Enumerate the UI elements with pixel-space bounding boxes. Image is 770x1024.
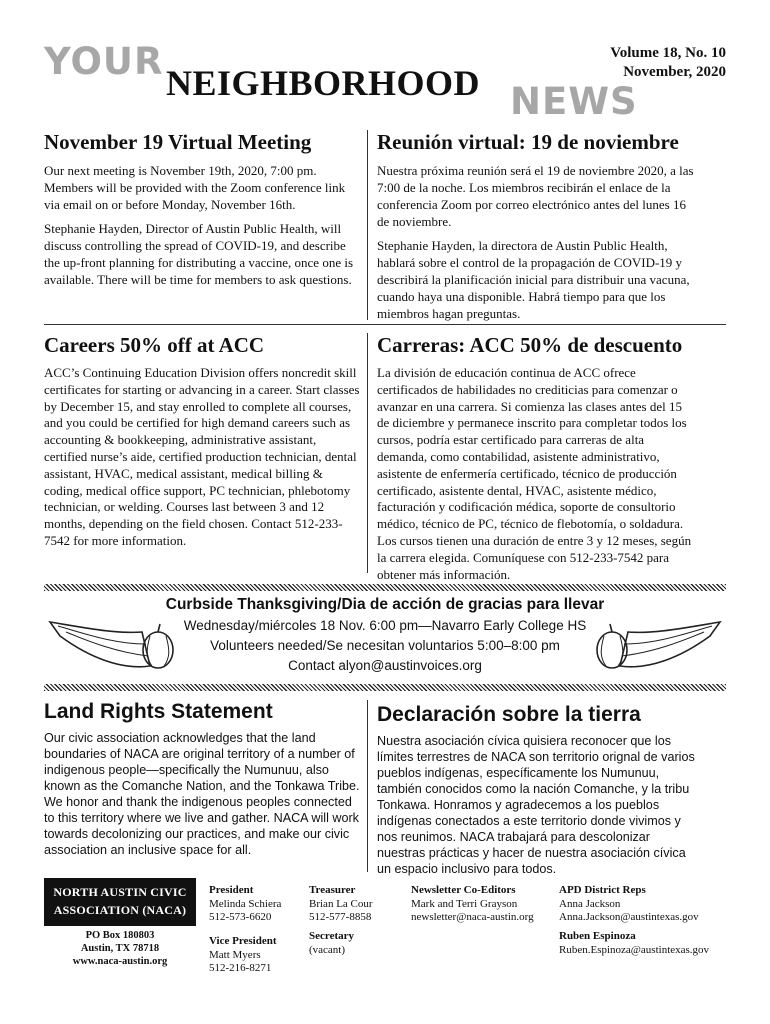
event-volunteers: Volunteers needed/Se necesitan voluntarios 5:00–8:00 pm [210, 638, 560, 653]
president-name: Melinda Schiera [209, 897, 282, 910]
officer-vice-president [209, 935, 277, 976]
careers-title-en: Careers 50% off at ACC [44, 333, 265, 357]
meeting-paragraph-en-1: Our next meeting is November 19th, 2020, 7:00 pm. Members will be provided with the Zoom conference link via email on or before Monday, November 16th. [44, 163, 346, 212]
meeting-paragraph-es-1: Nuestra próxima reunión será el 19 de noviembre 2020, a las 7:00 de la noche. Los miembros recibirán el enlace de la conferencia Zoom por correo electrónico antes del lunes 16 de noviembre. [377, 163, 694, 229]
org-po-box: PO Box 180803 [85, 930, 155, 941]
event-datetime: Wednesday/miércoles 18 Nov. 6:00 pm—Navarro Early College HS [183, 618, 587, 633]
masthead-news: NEWS [510, 80, 638, 123]
apd2-email[interactable]: Ruben.Espinoza@austintexas.gov [559, 943, 710, 956]
newsletter-title: Newsletter Co-Editors [411, 884, 516, 896]
apd1-name: Anna Jackson [559, 897, 621, 910]
org-name-line2: ASSOCIATION (NACA) [53, 903, 187, 917]
apd1-email[interactable]: Anna.Jackson@austintexas.gov [559, 911, 699, 923]
newsletter-editors [411, 884, 534, 925]
masthead-neighborhood: NEIGHBORHOOD [166, 63, 481, 103]
meeting-paragraph-es-2: Stephanie Hayden, la directora de Austin Public Health, hablará sobre el control de la propagación de COVID-19 y describirá la planificación inicial para distribuir una vacuna, cuando haya una disponible. Habrá tiempo para que los miembros hagan preguntas. [377, 238, 690, 321]
org-name-line1: NORTH AUSTIN CIVIC [53, 885, 187, 899]
section-divider-1 [44, 324, 726, 325]
land-article-es [377, 703, 695, 884]
apd-title: APD District Reps [559, 884, 646, 896]
land-title-es: Declaración sobre la tierra [377, 703, 641, 726]
org-city: Austin, TX 78718 [80, 943, 160, 954]
meeting-title-en: November 19 Virtual Meeting [44, 130, 312, 154]
meeting-title-es: Reunión virtual: 19 de noviembre [377, 130, 679, 154]
hatch-divider-top [44, 584, 726, 591]
officer-president [209, 884, 281, 925]
careers-article-en [44, 333, 362, 557]
event-title: Curbside Thanksgiving/Dia de acción de gracias para llevar [165, 596, 605, 613]
president-phone: 512-573-6620 [209, 911, 272, 923]
secretary-title: Secretary [309, 930, 354, 942]
careers-title-es: Carreras: ACC 50% de descuento [377, 333, 683, 357]
president-title: President [209, 884, 254, 896]
meeting-article-en [44, 130, 362, 295]
event-contact: Contact alyon@austinvoices.org [288, 658, 482, 673]
careers-article-es [377, 333, 695, 590]
column-divider-3 [367, 700, 368, 872]
treasurer-phone: 512-577-8858 [309, 911, 372, 923]
newsletter-names: Mark and Terri Grayson [411, 897, 518, 910]
vp-phone: 512-216-8271 [209, 962, 272, 974]
meeting-paragraph-en-2: Stephanie Hayden, Director of Austin Public Health, will discuss controlling the spread of COVID-19, and describe the up-front planning for distributing a vaccine, once one is available. There will be time for members to ask questions. [44, 221, 354, 287]
vp-title: Vice President [209, 935, 277, 947]
apd-rep-2 [559, 930, 709, 957]
masthead-your: YOUR [44, 40, 164, 83]
vp-name: Matt Myers [209, 948, 261, 961]
land-paragraph-es: Nuestra asociación cívica quisiera reconocer que los límites terrestres de NACA son territorio orignal de varios pueblos indígenas, específicamente los Numunuu, también conocidos como la nación Comanche, y la tribu Tonkawa. Honramos y agradecemos a los pueblos indígenas conectados a este territorio donde vivimos y nos reunimos. NACA trabajará para descolonizar nuestras prácticas y hacer de nuestra asociación cívica un espacio inclusivo para todos. [377, 734, 695, 876]
careers-paragraph-es: La división de educación continua de ACC ofrece certificados de habilidades no crediticias para comenzar o avanzar en una carrera. Si comienza las clases antes del 15 de diciembre y permanece inscrito para completar todos los cursos, podría estar certificado para carreras de alta demanda, como contabilidad, asistente administrativo, asistente de enfermería certificado, técnico de producción certificado, asistente dental, HVAC, asistente médico, facturación y codificación médica, soporte de consultorio médico, técnico de PC, técnico de flebotomía, o soldadura. Los cursos tienen una duración de entre 3 y 12 meses, según la carrera elegida. Comuníquese con 512-233-7542 para obtener más información. [377, 365, 692, 582]
treasurer-name: Brian La Cour [309, 897, 373, 910]
treasurer-title: Treasurer [309, 884, 356, 896]
issue-info [610, 44, 726, 82]
meeting-article-es [377, 130, 695, 329]
officer-treasurer [309, 884, 373, 925]
hatch-divider-bottom [44, 684, 726, 691]
issue-date: November, 2020 [623, 64, 726, 80]
apd-reps [559, 884, 699, 925]
org-website[interactable]: www.naca-austin.org [72, 956, 168, 967]
column-divider-1 [367, 130, 368, 320]
officer-secretary [309, 930, 354, 957]
org-name-box [44, 878, 196, 926]
thanksgiving-event [44, 596, 726, 678]
apd2-name: Ruben Espinoza [559, 930, 636, 942]
secretary-name: (vacant) [309, 943, 346, 956]
newsletter-email[interactable]: newsletter@naca-austin.org [411, 911, 534, 923]
column-divider-2 [367, 333, 368, 573]
land-title-en: Land Rights Statement [44, 700, 273, 723]
land-article-en [44, 700, 362, 865]
careers-paragraph-en: ACC’s Continuing Education Division offers noncredit skill certificates for starting or advancing in a career. Start classes by December 15, and stay enrolled to complete all courses, and you could be certified for high demand careers such as accounting & bookkeeping, administrative assistant, certified nurse’s aide, certified production technician, dental assistant, HVAC, medical assistant, medical billing & coding, medical office support, PC technician, phlebotomy technician, or welding. Courses last between 3 and 12 months, depending on the field chosen. Contact 512-233-7542 for more information. [44, 365, 360, 548]
issue-volume: Volume 18, No. 10 [610, 45, 726, 61]
land-paragraph-en: Our civic association acknowledges that the land boundaries of NACA are original territory of a number of indigenous people—specifically the Numunuu, also known as the Comanche Nation, and the Tonkawa Tribe. We honor and thank the indigenous peoples connected to this territory where we live and gather. NACA will work towards decolonizing our practices, and make our civic association an inclusive space for all. [44, 731, 360, 857]
org-address [44, 929, 196, 968]
